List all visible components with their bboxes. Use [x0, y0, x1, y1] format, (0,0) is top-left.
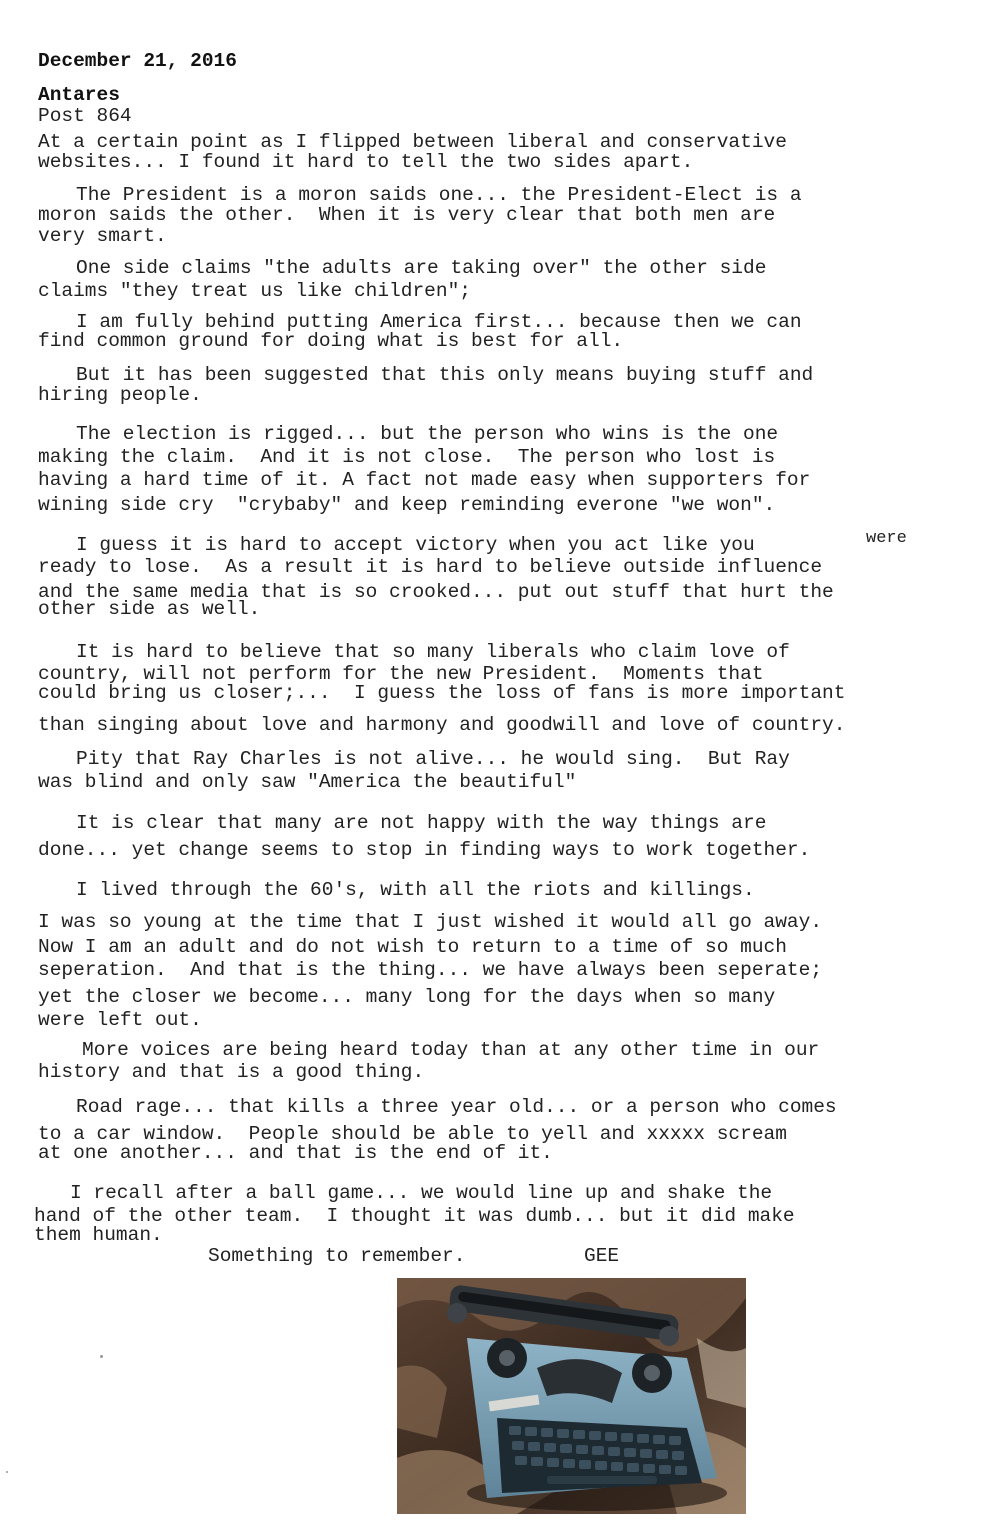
- closing-line: Something to remember.: [208, 1245, 466, 1267]
- paper-speck: [100, 1355, 103, 1358]
- signature: GEE: [584, 1245, 620, 1267]
- body-line: hand of the other team. I thought it was dumb... but it did make: [34, 1205, 795, 1227]
- body-line: yet the closer we become... many long for the days when so many: [38, 986, 776, 1008]
- body-line: other side as well.: [38, 598, 261, 620]
- body-line: It is hard to believe that so many liberals who claim love of: [76, 641, 790, 663]
- body-line: find common ground for doing what is best for all.: [38, 330, 624, 352]
- body-line: More voices are being heard today than at any other time in our: [82, 1039, 820, 1061]
- body-line: having a hard time of it. A fact not made easy when supporters for: [38, 469, 811, 491]
- body-line: at one another... and that is the end of it.: [38, 1142, 553, 1164]
- typewriter-illustration: [397, 1278, 746, 1514]
- body-line: to a car window. People should be able to yell and xxxxx scream: [38, 1123, 787, 1145]
- body-line: them human.: [34, 1224, 163, 1246]
- body-line: websites... I found it hard to tell the two sides apart.: [38, 151, 694, 173]
- post-number: Post 864: [38, 105, 132, 127]
- body-line: hiring people.: [38, 384, 202, 406]
- body-line: done... yet change seems to stop in finding ways to work together.: [38, 839, 811, 861]
- body-line: moron saids the other. When it is very clear that both men are: [38, 204, 776, 226]
- body-line: I lived through the 60's, with all the riots and killings.: [76, 879, 755, 901]
- body-line: ready to lose. As a result it is hard to believe outside influence: [38, 556, 823, 578]
- body-line: The election is rigged... but the person who wins is the one: [76, 423, 779, 445]
- body-line: very smart.: [38, 225, 167, 247]
- body-line: and the same media that is so crooked... put out stuff that hurt the: [38, 581, 834, 603]
- body-line: At a certain point as I flipped between liberal and conservative: [38, 131, 787, 153]
- body-line: were left out.: [38, 1009, 202, 1031]
- paper-speck: [6, 1471, 8, 1473]
- body-line: history and that is a good thing.: [38, 1061, 425, 1083]
- body-line: But it has been suggested that this only means buying stuff and: [76, 364, 814, 386]
- body-line: Road rage... that kills a three year old... or a person who comes: [76, 1096, 837, 1118]
- body-line: wining side cry "crybaby" and keep reminding everone "we won".: [38, 494, 776, 516]
- body-line: was blind and only saw "America the beautiful": [38, 771, 577, 793]
- body-line: I recall after a ball game... we would line up and shake the: [70, 1182, 773, 1204]
- body-line: I am fully behind putting America first... because then we can: [76, 311, 802, 333]
- body-line: I was so young at the time that I just wished it would all go away.: [38, 911, 823, 933]
- body-line: Now I am an adult and do not wish to return to a time of so much: [38, 936, 787, 958]
- letter-title: Antares: [38, 84, 120, 106]
- body-line: could bring us closer;... I guess the loss of fans is more important: [38, 682, 846, 704]
- letter-date: December 21, 2016: [38, 50, 237, 72]
- body-line: than singing about love and harmony and goodwill and love of country.: [38, 714, 846, 736]
- body-line: were: [866, 529, 907, 548]
- typewriter-photo: [397, 1278, 746, 1514]
- body-line: country, will not perform for the new President. Moments that: [38, 663, 764, 685]
- body-line: Pity that Ray Charles is not alive... he would sing. But Ray: [76, 748, 790, 770]
- body-line: The President is a moron saids one... the President-Elect is a: [76, 184, 802, 206]
- body-line: making the claim. And it is not close. The person who lost is: [38, 446, 776, 468]
- body-line: seperation. And that is the thing... we have always been seperate;: [38, 959, 823, 981]
- body-line: claims "they treat us like children";: [38, 280, 471, 302]
- body-line: I guess it is hard to accept victory when you act like you: [76, 534, 755, 556]
- body-line: It is clear that many are not happy with the way things are: [76, 812, 767, 834]
- body-line: One side claims "the adults are taking over" the other side: [76, 257, 767, 279]
